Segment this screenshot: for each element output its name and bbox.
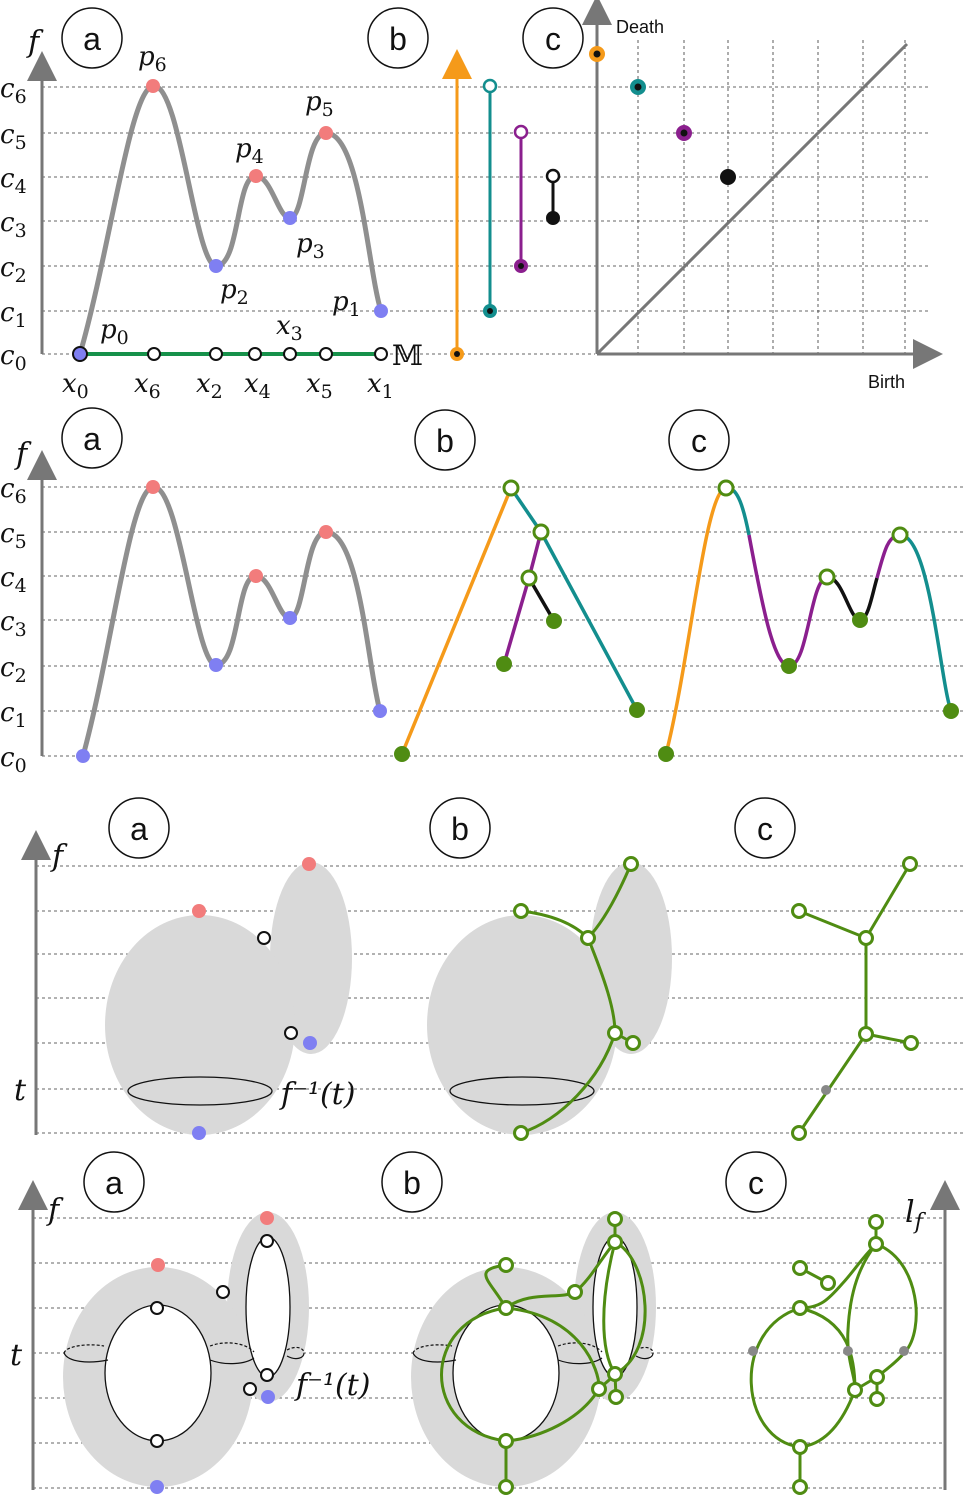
diagram-death-label: Death	[616, 17, 665, 37]
row2-merge-tree	[402, 488, 637, 754]
row3-panel-c-badge	[735, 798, 795, 858]
row1-p1-label: $p_1$	[332, 287, 361, 321]
row1-panel-a-badge	[62, 8, 122, 68]
row4-surface-a	[63, 1211, 370, 1494]
svg-text:b: b	[389, 21, 407, 57]
row1-x6-label: $x_6$	[134, 369, 161, 403]
row4-f-label: f	[48, 1193, 60, 1228]
svg-text:c5: $c_5$	[0, 120, 27, 154]
row1-p6-label: $p_6$	[138, 42, 167, 76]
row3-panel-a-badge	[109, 798, 169, 858]
row4	[10, 1152, 945, 1494]
row1-x0-label: $x_0$	[62, 369, 89, 403]
svg-text:c1: $c_1$	[0, 298, 27, 332]
row2-colored-curve	[666, 488, 951, 754]
row1-p3-label: $p_3$	[296, 229, 325, 263]
svg-text:a: a	[105, 1165, 123, 1201]
row2-panel-a-badge	[62, 408, 122, 468]
row2-panel-c-badge	[669, 410, 729, 470]
row1-level-labels	[0, 74, 27, 375]
row1-x3-label: $x_3$	[276, 311, 303, 345]
row2-panel-b-badge	[415, 410, 475, 470]
row4-surface-b	[411, 1212, 656, 1494]
svg-text:c: c	[757, 811, 773, 847]
row2	[0, 408, 965, 777]
svg-text:c4: $c_4$	[0, 563, 27, 597]
row1-p4-max	[249, 169, 263, 183]
row1-x5-label: $x_5$	[306, 369, 333, 403]
svg-text:c3: $c_3$	[0, 208, 27, 242]
row3-f-label: f	[52, 839, 64, 874]
svg-text:c6: $c_6$	[0, 474, 27, 508]
row1-p5-max	[319, 126, 333, 140]
row4-lf-label: $l_f$	[905, 1195, 923, 1235]
svg-text:c: c	[748, 1165, 764, 1201]
svg-text:c6: $c_6$	[0, 74, 27, 108]
row1-panel-c-badge	[523, 8, 583, 68]
row2-function-curve	[83, 487, 380, 756]
row2-f-label: f	[16, 437, 28, 472]
svg-text:c0: $c_0$	[0, 341, 27, 375]
row1-p0-min	[73, 347, 87, 361]
svg-text:c3: $c_3$	[0, 607, 27, 641]
row4-t-label: t	[10, 1338, 23, 1373]
row4-panel-a-badge	[84, 1152, 144, 1212]
row1-p3-min	[283, 211, 297, 225]
row3-surface-b	[427, 858, 672, 1140]
row3-t-label: t	[14, 1073, 27, 1108]
svg-text:c: c	[691, 423, 707, 459]
row1-p0-label: $p_0$	[100, 315, 129, 349]
row3-panel-b-badge	[430, 798, 490, 858]
row1-p4-label: $p_4$	[235, 134, 264, 168]
row4-reeb-graph	[748, 1216, 916, 1494]
row1-barcode	[450, 64, 560, 361]
svg-text:c2: $c_2$	[0, 253, 27, 287]
svg-text:c: c	[545, 21, 561, 57]
row4-panel-b-badge	[382, 1152, 442, 1212]
svg-text:a: a	[83, 421, 101, 457]
row4-preimage-label: f⁻¹(t)	[296, 1368, 371, 1403]
row1-p6-max	[146, 79, 160, 93]
row3-reeb-graph	[793, 858, 918, 1140]
row1-f-label: f	[28, 25, 40, 60]
row3-preimage-label: f⁻¹(t)	[281, 1077, 356, 1112]
svg-text:b: b	[451, 811, 469, 847]
row1-panel-b-badge	[368, 8, 428, 68]
row1-p2-min	[209, 259, 223, 273]
diagram-birth-label: Birth	[868, 372, 906, 392]
svg-text:c5: $c_5$	[0, 519, 27, 553]
svg-text:c2: $c_2$	[0, 653, 27, 687]
svg-text:a: a	[130, 811, 148, 847]
row1-level-lines	[42, 87, 595, 354]
row1-x1-label: $x_1$	[367, 369, 394, 403]
svg-text:c1: $c_1$	[0, 698, 27, 732]
row1-manifold-label: 𝕄	[392, 339, 423, 372]
row1-p2-label: $p_2$	[220, 275, 249, 309]
row1-x2-label: $x_2$	[196, 369, 223, 403]
row2-level-lines	[42, 487, 965, 756]
row3-surface-a	[105, 857, 355, 1140]
svg-text:c0: $c_0$	[0, 743, 27, 777]
svg-text:b: b	[403, 1165, 421, 1201]
row1-persistence-diagram	[589, 10, 930, 392]
row1-p1-min	[374, 304, 388, 318]
row4-panel-c-badge	[726, 1152, 786, 1212]
row1	[0, 8, 930, 403]
svg-text:b: b	[436, 423, 454, 459]
row2-level-labels	[0, 474, 27, 777]
row1-x4-label: $x_4$	[244, 369, 271, 403]
svg-text:c4: $c_4$	[0, 164, 27, 198]
svg-text:a: a	[83, 21, 101, 57]
row3	[14, 798, 965, 1140]
row1-p5-label: $p_5$	[305, 87, 334, 121]
